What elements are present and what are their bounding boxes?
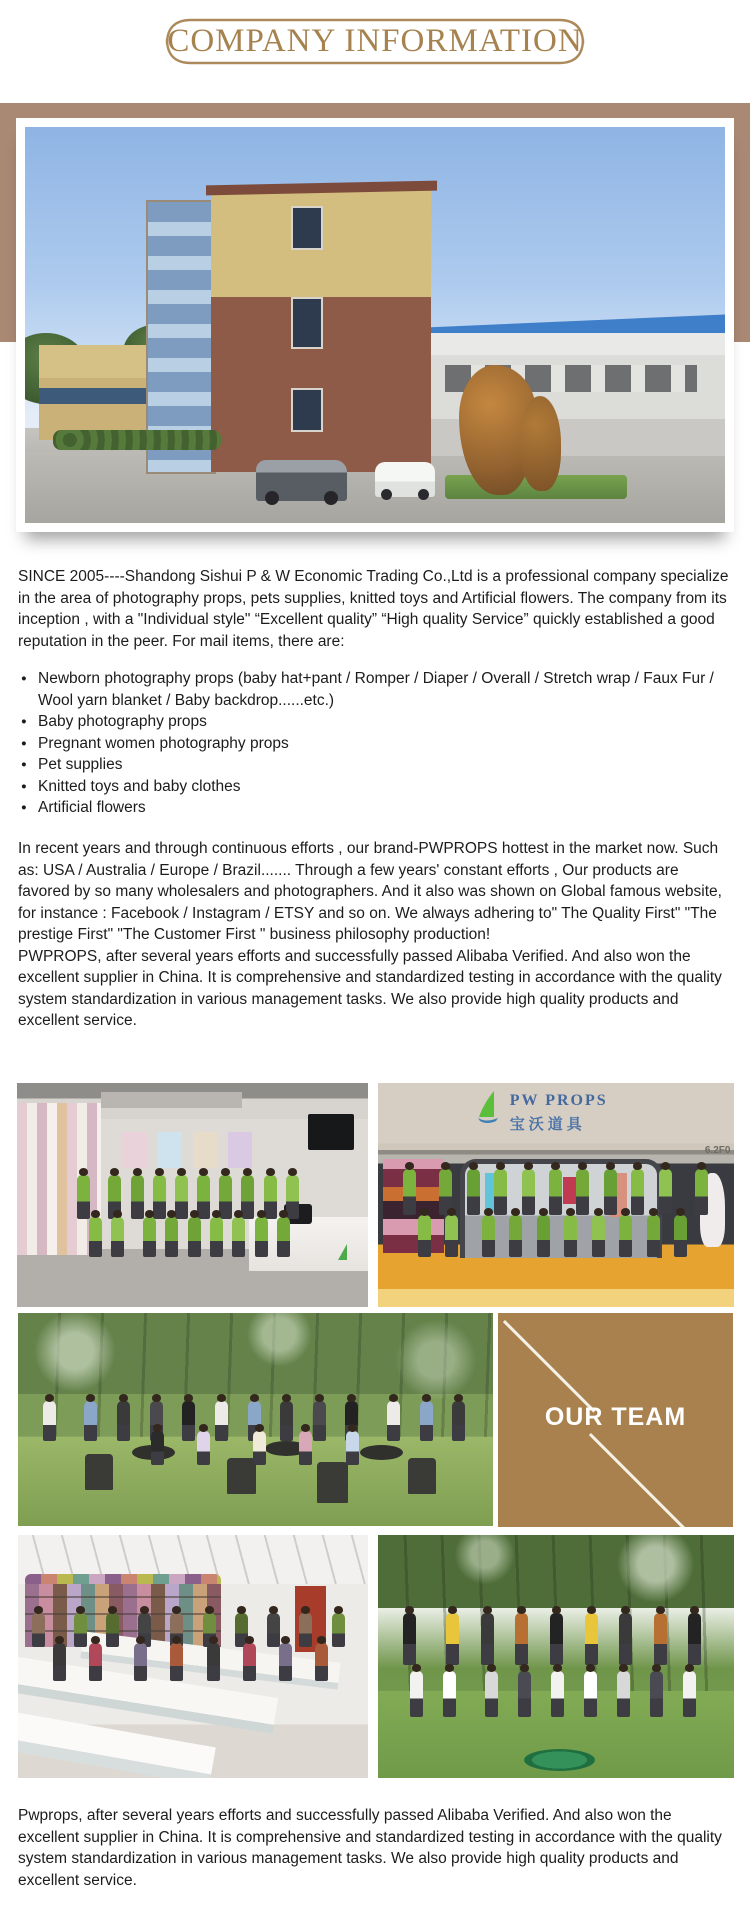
person-figure [32, 1613, 45, 1647]
person-figure [151, 1431, 164, 1465]
person-figure [111, 1217, 124, 1257]
hedge [53, 430, 221, 450]
person-figure [481, 1613, 494, 1665]
product-list-block [18, 668, 732, 819]
wall-poster [228, 1132, 253, 1168]
team-photo-garden-tables [18, 1313, 493, 1526]
person-figure [313, 1401, 326, 1441]
brand-text-1: In recent years and through continuous efforts , our brand-PWPROPS hottest in the market now. Such as: USA / Australia / Europe / Brazil....... Through a few years' constant efforts , Our products are favored by so many wholesalers and photographers. And it also was shown on Global famous website, for instance : Facebook / Instagram / ETSY and so on. We always adhering to" The Quality First" "The prestige First" "The Customer First " business philosophy production! [18, 840, 722, 943]
person-figure [452, 1401, 465, 1441]
person-figure [253, 1431, 266, 1465]
booth-number: 6.2F0 [704, 1144, 731, 1156]
person-figure [403, 1169, 416, 1215]
person-figure [537, 1215, 550, 1257]
person-figure [592, 1215, 605, 1257]
person-figure [550, 1613, 563, 1665]
product-list-item: ● Artificial flowers [18, 797, 732, 819]
person-figure [654, 1613, 667, 1665]
showroom-sign [101, 1092, 241, 1108]
person-figure [134, 1643, 147, 1681]
person-figure [280, 1401, 293, 1441]
person-figure [518, 1671, 531, 1717]
person-figure [215, 1401, 228, 1441]
person-figure [445, 1215, 458, 1257]
person-figure [674, 1215, 687, 1257]
building-window [291, 206, 323, 250]
person-figure [485, 1671, 498, 1717]
person-figure [650, 1671, 663, 1717]
person-figure [143, 1217, 156, 1257]
person-figure [695, 1169, 708, 1215]
person-figure [165, 1217, 178, 1257]
white-car [375, 462, 435, 498]
person-figure [604, 1169, 617, 1215]
person-figure [299, 1431, 312, 1465]
person-figure [443, 1671, 456, 1717]
gray-minivan [256, 460, 347, 502]
tv-screen [308, 1114, 354, 1150]
person-figure [585, 1613, 598, 1665]
product-list [18, 668, 732, 819]
pwprops-sail-logo [338, 1244, 347, 1260]
person-figure [153, 1175, 166, 1219]
annex-band [39, 388, 151, 404]
diagonal-line-top [503, 1320, 595, 1412]
person-figure [131, 1175, 144, 1219]
person-figure [617, 1671, 630, 1717]
building-window [291, 297, 323, 349]
person-figure [241, 1175, 254, 1219]
brand-text-2: PWPROPS, after several years efforts and successfully passed Alibaba Verified. And also won the excellent supplier in China. It is comprehensive and standardized testing in accordance with the quality system standardization in various management tasks. We also provide high quality products and excellent service. [18, 947, 722, 1029]
wall-poster [157, 1132, 182, 1168]
person-figure [207, 1643, 220, 1681]
brand-paragraphs [18, 838, 732, 1032]
person-figure [688, 1613, 701, 1665]
person-figure [299, 1613, 312, 1647]
product-list-item: ● Pregnant women photography props [18, 733, 732, 755]
person-figure [315, 1643, 328, 1681]
person-figure [619, 1215, 632, 1257]
pwprops-sail-logo [474, 1090, 504, 1124]
person-figure [89, 1217, 102, 1257]
team-photo-garden-group [378, 1535, 734, 1778]
person-figure [482, 1215, 495, 1257]
person-figure [43, 1401, 56, 1441]
person-figure [53, 1643, 66, 1681]
person-figure [267, 1613, 280, 1647]
intro-text: SINCE 2005----Shandong Sishui P & W Economic Trading Co.,Ltd is a professional company specialize in the area of photography props, pets supplies, knitted toys and Artificial flowers. The company from its inception , with a "Individual style" “Excellent quality” “High quality Service” quickly established a good reputation in the peer. For mail items, there are: [18, 568, 729, 650]
person-figure [659, 1169, 672, 1215]
person-figure [243, 1643, 256, 1681]
garden-table [360, 1445, 403, 1460]
factory-photo-card [16, 118, 734, 532]
person-figure [549, 1169, 562, 1215]
product-list-item: ● Knitted toys and baby clothes [18, 776, 732, 798]
person-figure [418, 1215, 431, 1257]
diagonal-line-bottom [589, 1433, 707, 1527]
booth-brand-en: PW PROPS [509, 1091, 608, 1109]
work-table-front [18, 1711, 216, 1778]
our-team-block [498, 1313, 733, 1527]
person-figure [89, 1643, 102, 1681]
person-figure [467, 1169, 480, 1215]
product-list-item: ● Baby photography props [18, 711, 732, 733]
person-figure [255, 1217, 268, 1257]
person-figure [74, 1613, 87, 1647]
person-figure [683, 1671, 696, 1717]
booth-brand-cn: 宝沃道具 [509, 1116, 586, 1134]
person-figure [403, 1613, 416, 1665]
person-figure [584, 1671, 597, 1717]
wall-poster [193, 1132, 218, 1168]
person-figure [346, 1431, 359, 1465]
person-figure [387, 1401, 400, 1441]
product-list-item: ● Pet supplies [18, 754, 732, 776]
person-figure [564, 1215, 577, 1257]
person-figure [647, 1215, 660, 1257]
section-header [155, 10, 595, 72]
our-team-label: OUR TEAM [544, 1402, 687, 1431]
person-figure [446, 1613, 459, 1665]
person-figure [515, 1613, 528, 1665]
person-figure [277, 1217, 290, 1257]
green-well-cover [524, 1749, 595, 1771]
footer-text: Pwprops, after several years efforts and successfully passed Alibaba Verified. And also won the excellent supplier in China. It is comprehensive and standardized testing in accordance with the quality system standardization in various management tasks. We also provide high quality products and excellent service. [18, 1807, 722, 1889]
person-figure [279, 1643, 292, 1681]
person-figure [188, 1217, 201, 1257]
person-figure [175, 1175, 188, 1219]
person-figure [182, 1401, 195, 1441]
person-figure [332, 1613, 345, 1647]
person-figure [410, 1671, 423, 1717]
team-photo-showroom [17, 1083, 368, 1307]
person-figure [494, 1169, 507, 1215]
factory-building-photo [25, 127, 725, 523]
page-title: COMPANY INFORMATION [167, 23, 583, 59]
wall-poster [122, 1132, 147, 1168]
booth-floor-edge [378, 1289, 734, 1307]
person-figure [106, 1613, 119, 1647]
person-figure [197, 1431, 210, 1465]
landscape-rock-small [519, 396, 561, 491]
person-figure [232, 1217, 245, 1257]
person-figure [77, 1175, 90, 1219]
garden-chair [317, 1462, 348, 1502]
footer-paragraph [18, 1805, 732, 1891]
person-figure [170, 1643, 183, 1681]
person-figure [619, 1613, 632, 1665]
building-window [291, 388, 323, 432]
team-photo-workshop [18, 1535, 368, 1778]
person-figure [219, 1175, 232, 1219]
person-figure [117, 1401, 130, 1441]
garden-chair [408, 1458, 437, 1494]
person-figure [576, 1169, 589, 1215]
person-figure [420, 1401, 433, 1441]
team-photo-booth [378, 1083, 734, 1307]
person-figure [551, 1671, 564, 1717]
garden-chair [85, 1454, 114, 1490]
person-figure [197, 1175, 210, 1219]
person-figure [631, 1169, 644, 1215]
person-figure [84, 1401, 97, 1441]
product-list-item: ● Newborn photography props (baby hat+pant / Romper / Diaper / Overall / Stretch wrap / Faux Fur / Wool yarn blanket / Baby backdrop......etc.) [18, 668, 732, 711]
person-figure [522, 1169, 535, 1215]
intro-paragraph [18, 566, 732, 652]
person-figure [509, 1215, 522, 1257]
person-figure [210, 1217, 223, 1257]
garden-chair [227, 1458, 256, 1494]
